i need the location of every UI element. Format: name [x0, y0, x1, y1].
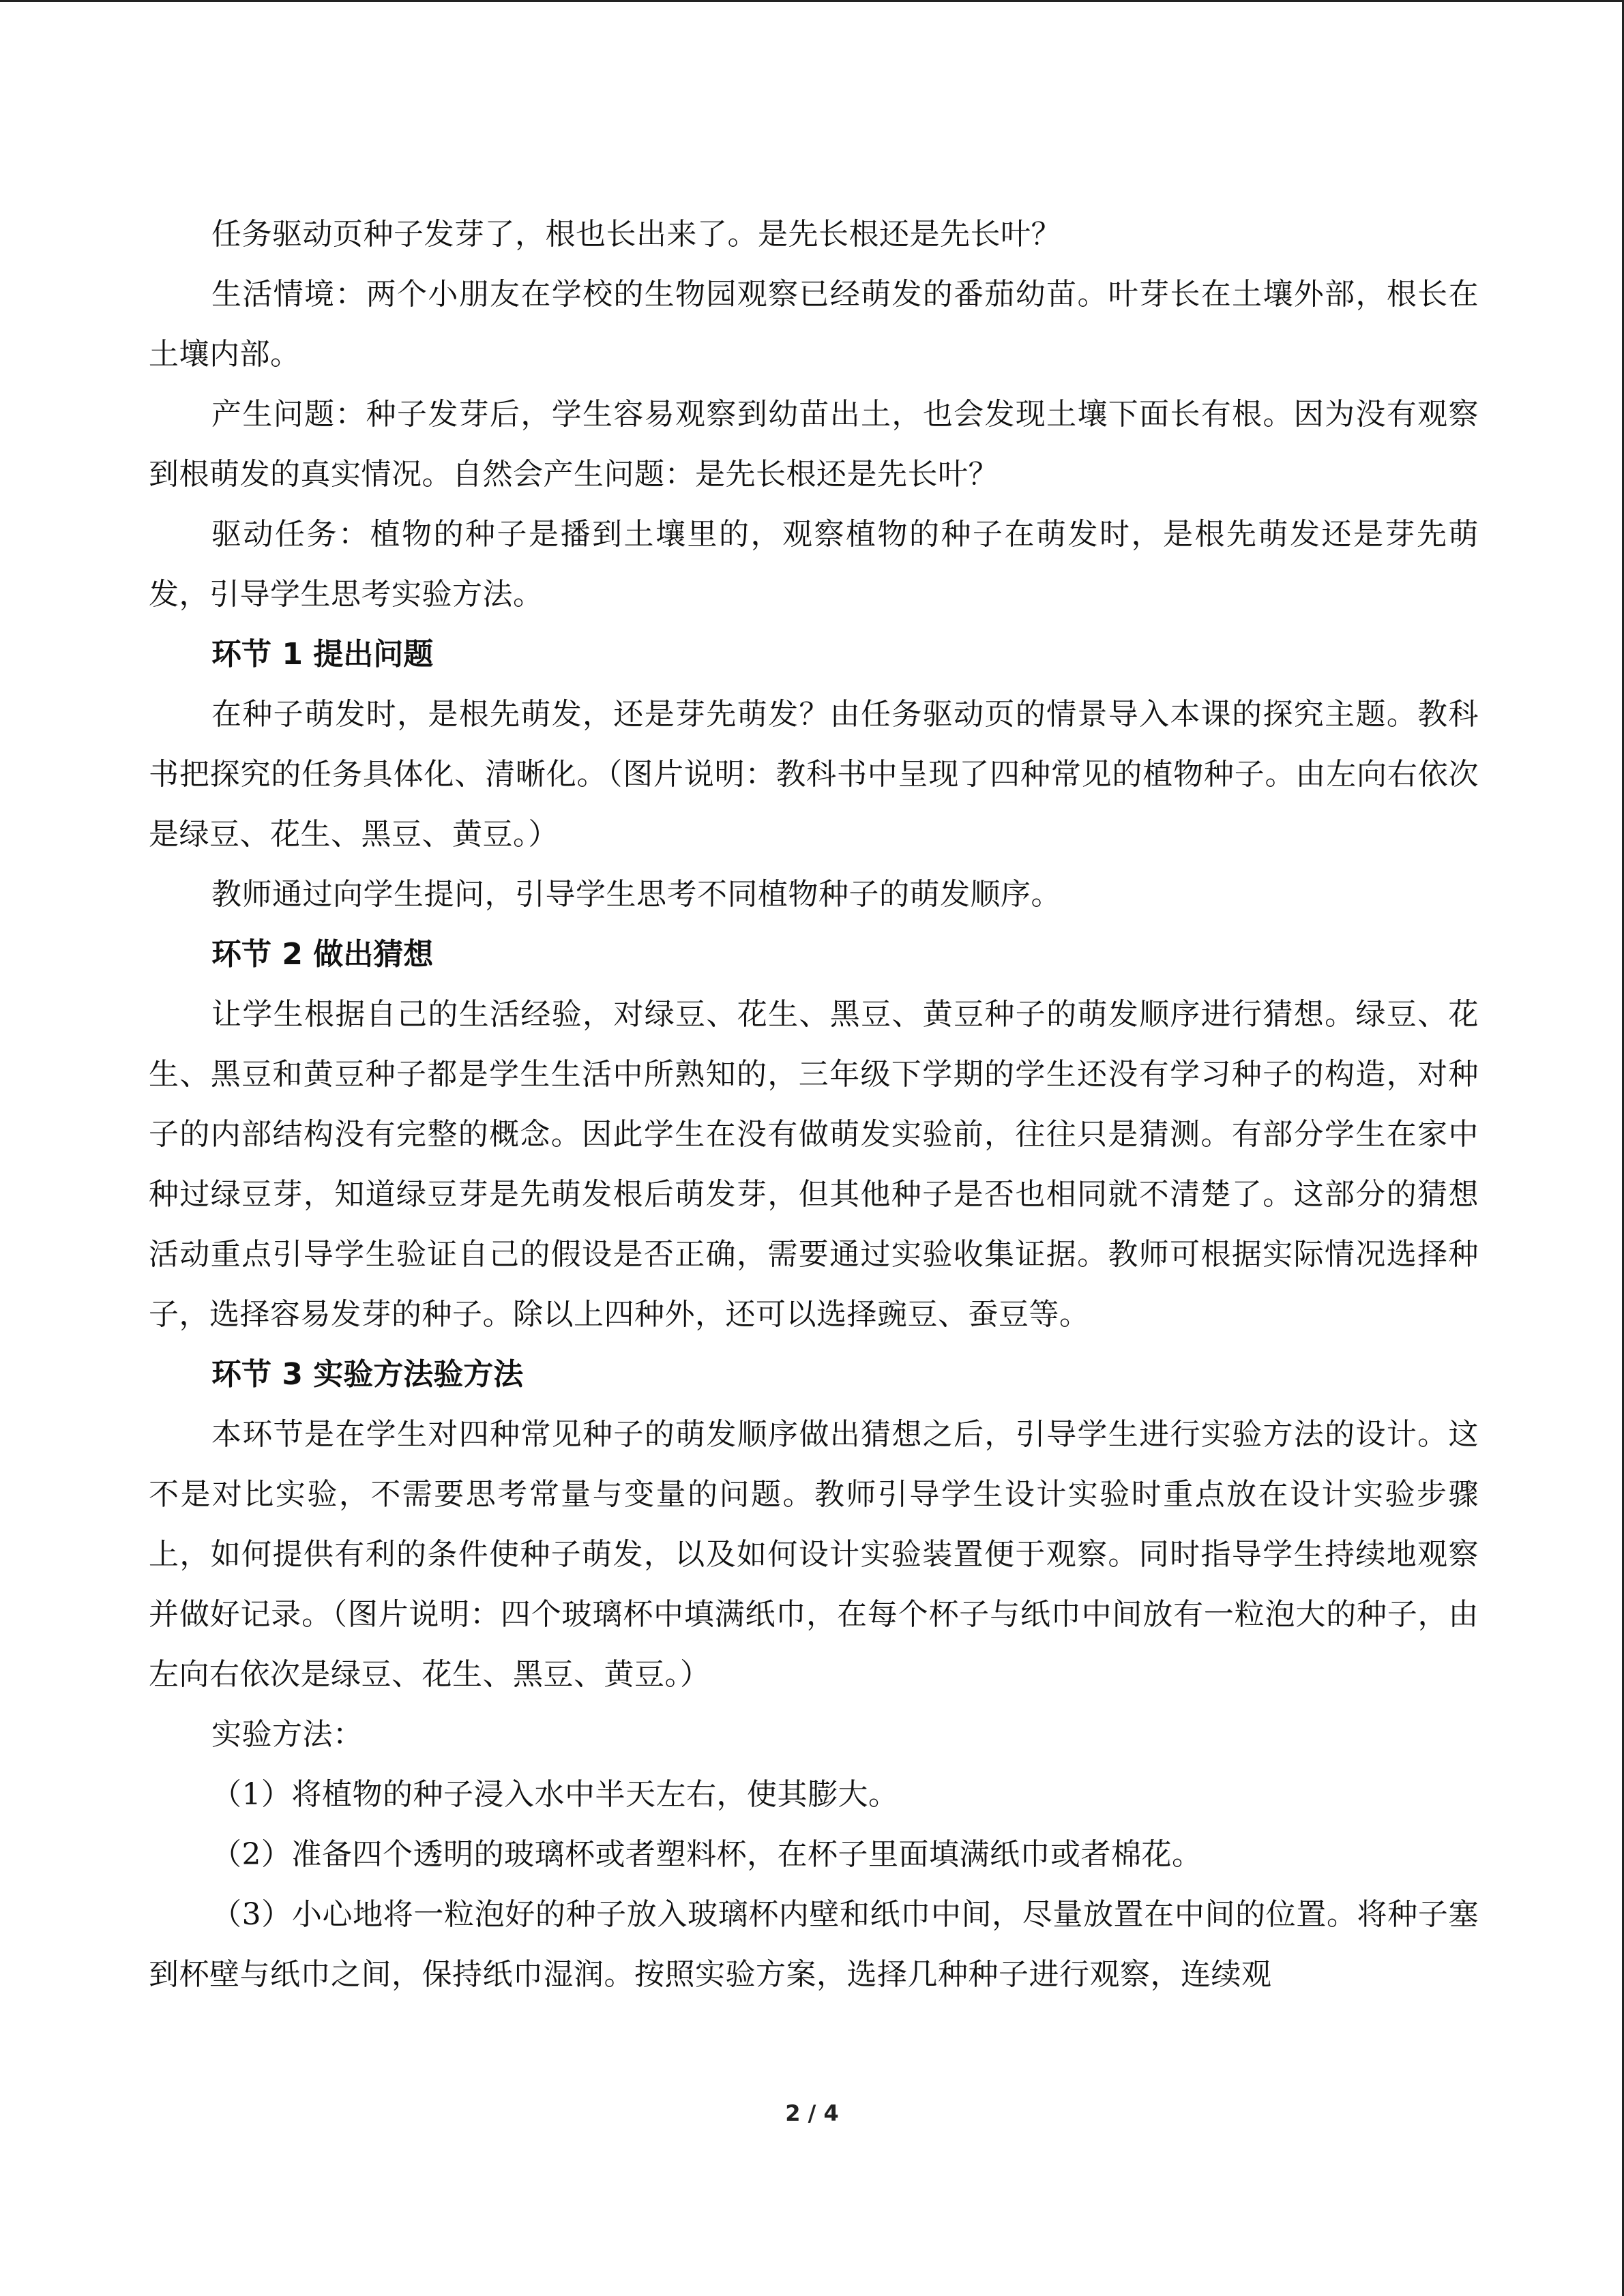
section-heading-1: 环节 1 提出问题	[211, 637, 434, 672]
document-body	[149, 205, 1479, 2005]
paragraph-step-3: （3）小心地将一粒泡好的种子放入玻璃杯内壁和纸巾中间，尽量放置在中间的位置。将种子塞到杯壁与纸巾之间，保持纸巾湿润。按照实验方案，选择几种种子进行观察，连续观	[149, 1897, 1479, 1992]
paragraph-raise-question: 产生问题：种子发芽后，学生容易观察到幼苗出土，也会发现土壤下面长有根。因为没有观察到根萌发的真实情况。自然会产生问题：是先长根还是先长叶？	[149, 397, 1479, 492]
paragraph-step-1: （1）将植物的种子浸入水中半天左右，使其膨大。	[211, 1777, 899, 1812]
section-heading-2: 环节 2 做出猜想	[211, 937, 434, 972]
paragraph-section-3-design: 本环节是在学生对四种常见种子的萌发顺序做出猜想之后，引导学生进行实验方法的设计。这不是对比实验，不需要思考常量与变量的问题。教师引导学生设计实验时重点放在设计实验步骤上，如何提供有利的条件使种子萌发，以及如何设计实验装置便于观察。同时指导学生持续地观察并做好记录。（图片说明：四个玻璃杯中填满纸巾，在每个杯子与纸巾中间放有一粒泡大的种子，由左向右依次是绿豆、花生、黑豆、黄豆。）	[149, 1417, 1479, 1692]
paragraph-step-2: （2）准备四个透明的玻璃杯或者塑料杯，在杯子里面填满纸巾或者棉花。	[211, 1837, 1202, 1872]
section-heading-3: 环节 3 实验方法验方法	[211, 1357, 524, 1392]
paragraph-driving-task: 驱动任务：植物的种子是播到土壤里的，观察植物的种子在萌发时，是根先萌发还是芽先萌发，引导学生思考实验方法。	[149, 517, 1479, 612]
paragraph-section-2-guess: 让学生根据自己的生活经验，对绿豆、花生、黑豆、黄豆种子的萌发顺序进行猜想。绿豆、花生、黑豆和黄豆种子都是学生生活中所熟知的，三年级下学期的学生还没有学习种子的构造，对种子的内部结构没有完整的概念。因此学生在没有做萌发实验前，往往只是猜测。有部分学生在家中种过绿豆芽，知道绿豆芽是先萌发根后萌发芽，但其他种子是否也相同就不清楚了。这部分的猜想活动重点引导学生验证自己的假设是否正确，需要通过实验收集证据。教师可根据实际情况选择种子，选择容易发芽的种子。除以上四种外，还可以选择豌豆、蚕豆等。	[149, 997, 1479, 1332]
paragraph-section-1-teacher: 教师通过向学生提问，引导学生思考不同植物种子的萌发顺序。	[211, 877, 1061, 912]
page-number: 2 / 4	[785, 2100, 839, 2126]
paragraph-task-driven-page: 任务驱动页种子发芽了，根也长出来了。是先长根还是先长叶？	[211, 217, 1061, 252]
paragraph-section-1-intro: 在种子萌发时，是根先萌发，还是芽先萌发？由任务驱动页的情景导入本课的探究主题。教科书把探究的任务具体化、清晰化。（图片说明：教科书中呈现了四种常见的植物种子。由左向右依次是绿豆、花生、黑豆、黄豆。）	[149, 697, 1479, 852]
paragraph-life-situation: 生活情境：两个小朋友在学校的生物园观察已经萌发的番茄幼苗。叶芽长在土壤外部，根长在土壤内部。	[149, 277, 1479, 372]
paragraph-method-label: 实验方法：	[211, 1717, 364, 1752]
